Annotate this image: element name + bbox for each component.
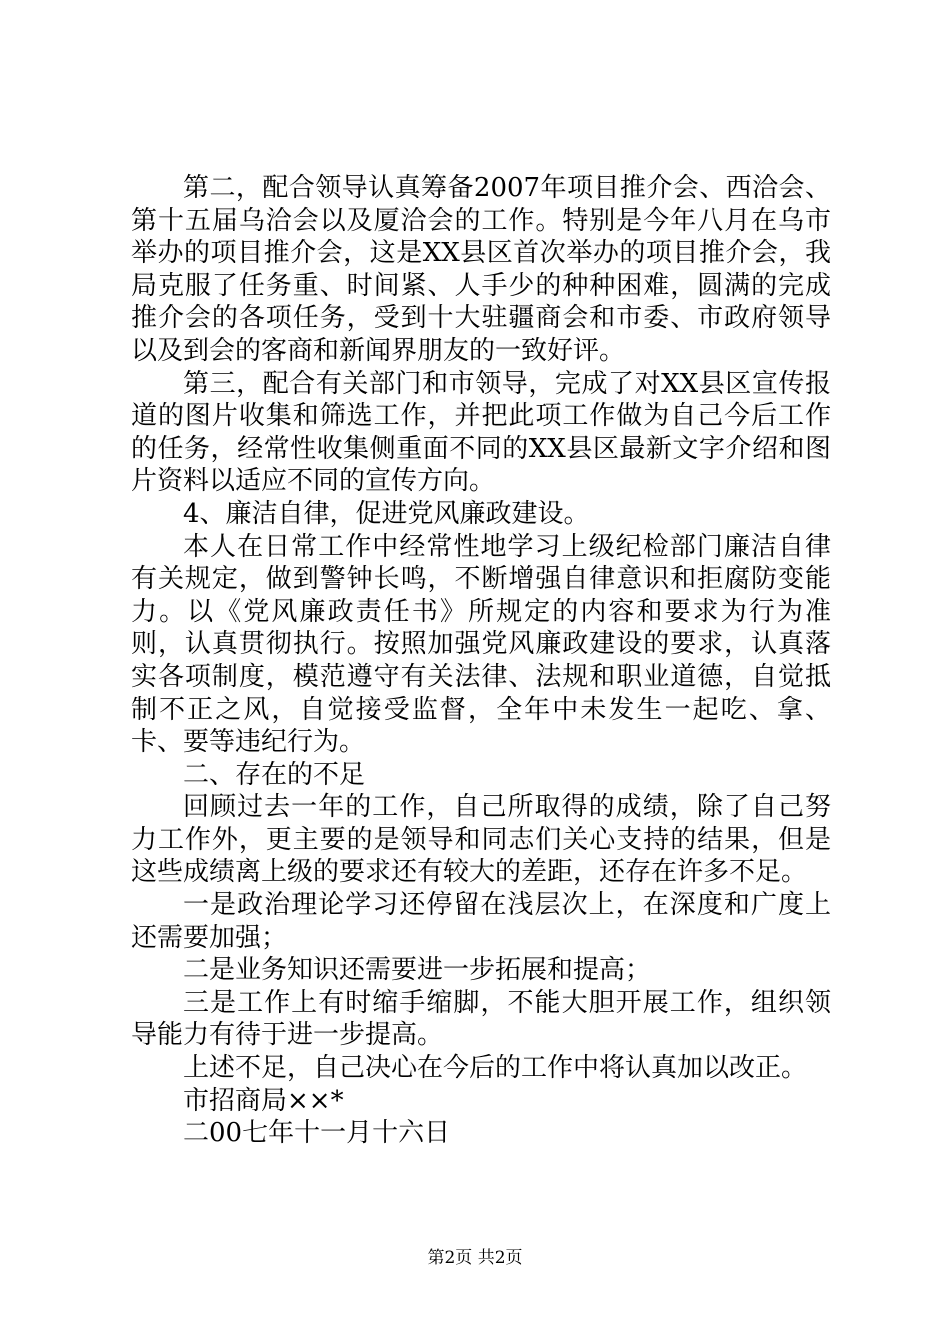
paragraph: 三是工作上有时缩手缩脚，不能大胆开展工作，组织领导能力有待于进一步提高。 [131, 987, 831, 1051]
page-footer [0, 1243, 950, 1268]
paragraph: 本人在日常工作中经常性地学习上级纪检部门廉洁自律有关规定，做到警钟长鸣，不断增强自律意识和拒腐防变能力。以《党风廉政责任书》所规定的内容和要求为行为准则，认真贯彻执行。按照加强党风廉政建设的要求，认真落实各项制度，模范遵守有关法律、法规和职业道德，自觉抵制不正之风，自觉接受监督，全年中未发生一起吃、拿、卡、要等违纪行为。 [131, 531, 831, 758]
paragraph: 上述不足，自己决心在今后的工作中将认真加以改正。 [183, 1053, 808, 1084]
signature-date: 二00七年十一月十六日 [183, 1118, 451, 1149]
section-heading: 二、存在的不足 [183, 759, 366, 790]
paragraph: 二是业务知识还需要进一步拓展和提高； [183, 955, 652, 986]
paragraph: 回顾过去一年的工作，自己所取得的成绩，除了自己努力工作外，更主要的是领导和同志们关心支持的结果，但是这些成绩离上级的要求还有较大的差距，还存在许多不足。 [131, 792, 831, 888]
paragraph: 第三，配合有关部门和市领导，完成了对XX县区宣传报道的图片收集和筛选工作，并把此项工作做为自己今后工作的任务，经常性收集侧重面不同的XX县区最新文字介绍和图片资料以适应不同的宣传方向。 [131, 368, 831, 497]
paragraph: 一是政治理论学习还停留在浅层次上，在深度和广度上还需要加强； [131, 890, 831, 953]
page-number: 第2页 共2页 [427, 1248, 523, 1268]
signature-org: 市招商局××* [183, 1085, 344, 1116]
document-body [131, 172, 831, 1150]
paragraph: 第二，配合领导认真筹备2007年项目推介会、西洽会、第十五届乌洽会以及厦洽会的工作。特别是今年八月在乌市举办的项目推介会，这是XX县区首次举办的项目推介会，我局克服了任务重、时间紧、人手少的种种困难，圆满的完成推介会的各项任务，受到十大驻疆商会和市委、市政府领导以及到会的客商和新闻界朋友的一致好评。 [131, 173, 831, 366]
section-heading: 4、廉洁自律，促进党风廉政建设。 [183, 498, 590, 529]
